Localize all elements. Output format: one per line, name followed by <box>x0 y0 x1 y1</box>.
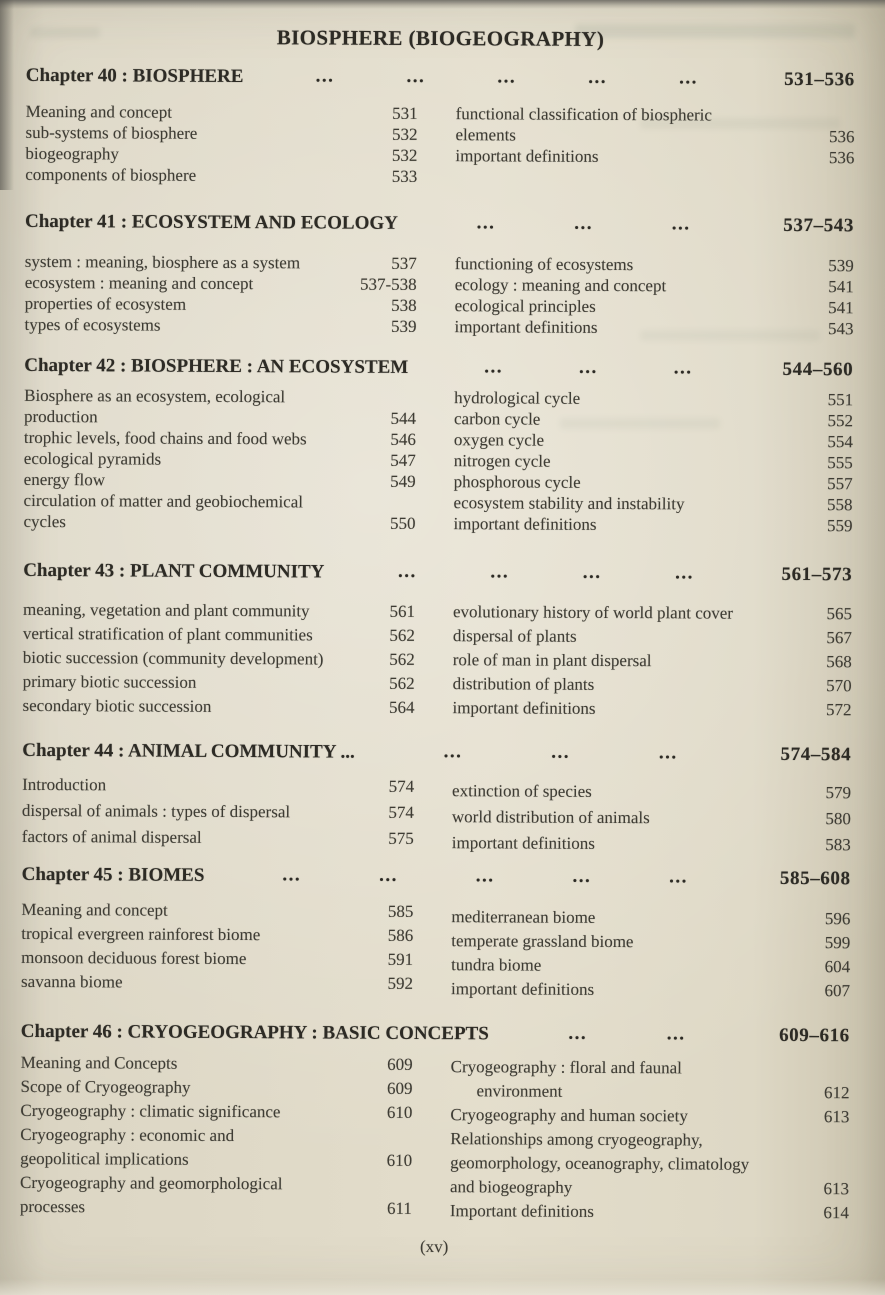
entry-page-number: 537-538 <box>360 274 417 294</box>
toc-entry <box>451 905 850 931</box>
entry-title: evolutionary history of world plant cover <box>452 602 734 623</box>
entry-page-number: 583 <box>825 835 851 855</box>
toc-entry <box>20 1123 412 1149</box>
toc-entry <box>454 429 853 452</box>
chapter-entries <box>24 251 853 339</box>
toc-entry <box>21 898 413 924</box>
toc-entry <box>455 253 854 276</box>
entry-title: properties of ecosystem <box>24 293 187 314</box>
toc-entry <box>20 1075 412 1101</box>
entry-title: ecosystem : meaning and concept <box>24 272 254 294</box>
toc-entry <box>454 387 853 410</box>
entry-page-number: 561 <box>389 601 416 621</box>
toc-entry <box>23 598 415 624</box>
entry-title: biogeography <box>25 143 119 164</box>
toc-entry <box>22 772 414 800</box>
leader-dot-group: ... <box>443 741 463 763</box>
leader-dots <box>355 742 767 766</box>
toc-entry <box>20 1147 412 1173</box>
entries-column-left <box>23 385 416 534</box>
entry-page-number: 596 <box>824 909 851 929</box>
entry-page-number: 557 <box>827 474 853 494</box>
entry-page-number: 579 <box>825 783 852 803</box>
chapter-entries <box>22 772 851 858</box>
leader-dot-group: ... <box>658 742 678 764</box>
toc-entry <box>21 1051 413 1077</box>
entry-title: Cryogeography : climatic significance <box>20 1100 281 1122</box>
toc-entry <box>451 977 850 1003</box>
toc-entry <box>24 385 416 408</box>
entry-title: Biosphere as an ecosystem, ecological <box>24 385 286 407</box>
leader-dot-group: ... <box>671 213 691 235</box>
leader-dot-group: ... <box>490 561 510 583</box>
toc-entry <box>452 830 851 858</box>
entry-title: meaning, vegetation and plant community <box>22 599 310 621</box>
chapter-heading: Chapter 45 : BIOMES <box>21 863 205 886</box>
toc-entry <box>25 143 417 166</box>
entries-column-left <box>25 101 417 187</box>
chapter-page-range: 561–573 <box>781 563 853 586</box>
toc-entry <box>453 513 852 536</box>
leader-dot-group: ... <box>666 1023 686 1045</box>
entry-title: vertical stratification of plant communities <box>22 623 313 645</box>
chapter-block <box>23 355 853 536</box>
leader-dot-group: ... <box>315 65 335 87</box>
entry-title: factors of animal dispersal <box>21 826 202 847</box>
toc-entry <box>454 492 853 515</box>
toc-entry <box>453 600 852 626</box>
entry-title: ecosystem stability and instability <box>453 493 685 514</box>
entry-title: and biogeography <box>449 1177 573 1197</box>
entry-page-number: 555 <box>827 453 853 473</box>
entry-title: monsoon deciduous forest biome <box>21 947 247 969</box>
entry-page-number: 541 <box>828 298 854 318</box>
entry-title: nitrogen cycle <box>453 451 551 471</box>
toc-entry <box>451 929 850 955</box>
toc-entry <box>21 970 413 996</box>
toc-entry <box>455 274 854 297</box>
entry-title: Important definitions <box>449 1201 594 1221</box>
toc-entry <box>21 922 413 948</box>
entry-title: carbon cycle <box>453 409 541 429</box>
chapter-heading-row <box>24 355 853 381</box>
leader-dots <box>324 561 767 585</box>
entry-page-number: 570 <box>826 676 852 696</box>
leader-dot-group: ... <box>669 866 689 888</box>
toc-entry <box>25 164 417 187</box>
leader-dot-group: ... <box>379 864 398 886</box>
entries-column-right <box>452 600 852 722</box>
entry-page-number: 551 <box>827 390 854 410</box>
toc-entry <box>20 1171 412 1197</box>
entry-page-number: 538 <box>391 295 417 315</box>
page-title: BIOSPHERE (BIOGEOGRAPHY) <box>276 25 605 51</box>
leader-dot-group: ... <box>475 865 495 887</box>
entry-page-number: 562 <box>389 673 415 693</box>
toc-entry <box>453 672 852 698</box>
toc-entry <box>451 1055 850 1081</box>
toc-entry <box>26 101 418 124</box>
toc-entry <box>25 272 417 295</box>
entry-title: ecological pyramids <box>23 448 162 469</box>
leader-dots <box>398 213 770 237</box>
entry-page-number: 613 <box>823 1179 850 1199</box>
chapter-heading-row <box>22 740 851 766</box>
leader-dot-group: ... <box>397 560 417 582</box>
toc-entry <box>454 316 853 339</box>
entry-page-number: 592 <box>387 973 414 993</box>
toc-entry <box>454 471 853 494</box>
leader-dots <box>489 1023 765 1046</box>
entry-page-number: 539 <box>828 256 854 276</box>
entry-page-number: 537 <box>391 253 417 273</box>
chapter-heading-row <box>21 1021 850 1047</box>
leader-dot-group: ... <box>551 741 571 763</box>
toc-entry <box>25 122 417 145</box>
chapter-block <box>25 65 855 189</box>
entry-page-number: 575 <box>388 828 414 848</box>
chapter-heading: Chapter 46 : CRYOGEOGRAPHY : BASIC CONCEPTS <box>20 1020 489 1045</box>
toc-entry <box>450 1079 849 1105</box>
entry-page-number: 572 <box>825 700 852 720</box>
chapter-block <box>20 1021 850 1225</box>
entry-title: tundra biome <box>451 955 542 975</box>
entry-title: elements <box>455 125 516 145</box>
entries-column-right <box>452 774 851 858</box>
entry-title: important definitions <box>450 979 595 999</box>
entry-title: world distribution of animals <box>451 807 650 828</box>
entry-page-number: 549 <box>390 471 416 491</box>
entry-page-number: 611 <box>386 1198 412 1218</box>
toc-entry <box>455 124 854 147</box>
chapter-entries <box>25 101 854 189</box>
entry-page-number: 610 <box>386 1102 413 1122</box>
chapters <box>20 65 855 1225</box>
entry-page-number: 574 <box>388 802 415 822</box>
toc-entry <box>22 694 414 720</box>
entry-page-number: 610 <box>386 1150 413 1170</box>
entry-page-number: 559 <box>826 516 853 536</box>
leader-dot-group: ... <box>406 65 426 88</box>
entry-title: Cryogeography and human society <box>450 1105 688 1126</box>
entry-title: important definitions <box>451 833 595 853</box>
toc-entry <box>455 145 854 168</box>
entry-title: phosphorous cycle <box>453 472 581 492</box>
entry-title: Scope of Cryogeography <box>20 1076 191 1097</box>
entry-title: distribution of plants <box>452 674 595 694</box>
entry-page-number: 565 <box>826 604 853 624</box>
toc-entry <box>20 1099 412 1125</box>
entry-title: tropical evergreen rainforest biome <box>21 923 261 945</box>
entry-page-number: 539 <box>390 316 417 336</box>
toc-entry <box>450 1103 849 1129</box>
entry-title: trophic levels, food chains and food webs <box>23 427 307 449</box>
entry-title: ecological principles <box>454 296 596 316</box>
entries-column-right <box>450 1053 850 1225</box>
entry-title: components of biosphere <box>25 164 197 185</box>
leader-dot-group: ... <box>578 356 598 378</box>
entry-title: geopolitical implications <box>20 1148 189 1169</box>
entry-title: Cryogeography : floral and faunal <box>450 1057 682 1078</box>
entries-column-right <box>453 387 853 536</box>
entry-page-number: 536 <box>828 148 855 168</box>
entry-page-number: 533 <box>391 166 418 186</box>
entry-title: oxygen cycle <box>453 430 545 450</box>
chapter-entries <box>20 1051 850 1225</box>
toc-entry <box>21 946 413 972</box>
chapter-page-range: 537–543 <box>783 214 855 237</box>
leader-dots <box>204 865 766 890</box>
entry-page-number: 574 <box>388 776 415 796</box>
entry-page-number: 552 <box>827 411 854 431</box>
entry-title: important definitions <box>452 698 596 718</box>
chapter-heading-row <box>25 211 854 237</box>
toc-entry <box>24 427 416 450</box>
entry-title: Meaning and concept <box>25 101 173 122</box>
chapter-heading-row <box>22 864 851 890</box>
entry-title: types of ecosystems <box>24 314 161 335</box>
entries-column-left <box>20 1051 413 1223</box>
chapter-page-range: 609–616 <box>779 1024 850 1047</box>
entry-title: Introduction <box>22 774 107 795</box>
entry-title: secondary biotic succession <box>22 695 212 716</box>
entries-column-right <box>451 900 851 1003</box>
entry-title: biotic succession (community development) <box>22 647 324 669</box>
chapter-heading-row <box>23 560 852 586</box>
entry-title: hydrological cycle <box>454 388 581 408</box>
leader-dot-group: ... <box>484 356 504 378</box>
chapter-block <box>24 211 854 339</box>
entry-title: environment <box>476 1081 563 1101</box>
scan-bottom-fade <box>0 1279 885 1295</box>
toc-entry <box>23 670 415 696</box>
chapter-entries <box>22 598 852 722</box>
toc-entry <box>24 448 416 471</box>
entries-column-left <box>24 251 416 337</box>
entry-title: energy flow <box>23 469 106 490</box>
chapter-block <box>22 560 852 722</box>
toc-entry <box>450 1127 849 1153</box>
toc-entry <box>23 622 415 648</box>
toc-entry <box>24 406 416 429</box>
entry-title: cycles <box>23 511 67 532</box>
entry-page-number: 546 <box>390 429 416 449</box>
entry-title: dispersal of plants <box>452 626 577 646</box>
entry-page-number: 547 <box>390 450 416 470</box>
chapter-page-range: 585–608 <box>779 867 851 890</box>
entry-page-number: 599 <box>824 933 851 953</box>
entry-title: important definitions <box>455 146 599 166</box>
toc-entry <box>452 804 851 832</box>
entry-title: system : meaning, biosphere as a system <box>24 251 301 273</box>
entries-column-right <box>455 103 854 189</box>
chapter-heading-row <box>26 65 855 91</box>
entry-page-number: 543 <box>827 319 854 339</box>
toc-entry <box>453 624 852 650</box>
chapter-page-range: 531–536 <box>784 68 855 91</box>
entry-title: important definitions <box>454 317 598 337</box>
entry-page-number: 532 <box>391 124 418 144</box>
toc-entry <box>451 953 850 979</box>
entry-title: Meaning and concept <box>21 899 168 920</box>
entry-page-number: 609 <box>387 1054 413 1074</box>
entry-page-number: 558 <box>827 495 853 515</box>
toc-entry <box>24 469 416 492</box>
leader-dot-group: ... <box>572 865 592 887</box>
toc-entry <box>450 1151 849 1177</box>
entry-page-number: 550 <box>389 513 416 533</box>
entry-page-number: 580 <box>825 809 851 829</box>
toc-entry <box>23 511 415 534</box>
leader-dot-group: ... <box>282 864 302 886</box>
entry-title: functioning of ecosystems <box>454 254 634 275</box>
entry-title: functional classification of biospheric <box>455 104 713 125</box>
chapter-page-range: 544–560 <box>782 358 854 381</box>
leader-dot-group: ... <box>588 66 608 88</box>
chapter-page-range: 574–584 <box>780 743 852 766</box>
entry-page-number: 554 <box>827 432 853 452</box>
entry-title: savanna biome <box>21 971 123 992</box>
leader-dots <box>243 66 770 91</box>
leader-dots <box>408 357 768 381</box>
toc-entry <box>450 1175 849 1201</box>
toc-entry <box>454 408 853 431</box>
toc-entry <box>452 696 851 722</box>
leader-dot-group: ... <box>497 66 517 88</box>
entry-title: geomorphology, oceanography, climatology <box>450 1153 750 1174</box>
entry-title: processes <box>19 1196 86 1217</box>
toc-entry <box>453 648 852 674</box>
chapter-block <box>21 864 851 1003</box>
toc-entry <box>25 251 417 274</box>
entry-title: sub-systems of biosphere <box>25 122 198 143</box>
chapter-entries <box>23 385 853 536</box>
chapter-heading: Chapter 40 : BIOSPHERE <box>25 64 244 88</box>
entry-page-number: 541 <box>828 277 854 297</box>
toc-entry <box>454 450 853 473</box>
entry-title: ecology : meaning and concept <box>454 275 667 296</box>
entry-title: mediterranean biome <box>451 907 596 927</box>
toc-entry <box>455 295 854 318</box>
entry-page-number: 562 <box>389 625 415 645</box>
entry-page-number: 562 <box>389 649 415 669</box>
entries-column-left <box>21 898 414 1001</box>
toc-entry <box>20 1195 412 1221</box>
chapter-block <box>22 740 852 858</box>
chapter-heading: Chapter 44 : ANIMAL COMMUNITY ... <box>22 739 355 763</box>
toc-entry <box>450 1199 849 1225</box>
scan-corner-shadow <box>0 0 14 190</box>
entry-title: Cryogeography : economic and <box>20 1124 235 1146</box>
entries-column-left <box>22 772 414 856</box>
leader-dot-group: ... <box>582 561 602 583</box>
toc-entry <box>25 293 417 316</box>
toc-entry <box>452 778 851 806</box>
entry-title: Meaning and Concepts <box>20 1052 178 1073</box>
entry-title: production <box>23 406 98 427</box>
leader-dot-group: ... <box>476 212 496 234</box>
entry-title: temperate grassland biome <box>451 931 634 952</box>
entry-page-number: 604 <box>824 957 851 977</box>
entry-page-number: 531 <box>392 103 418 123</box>
leader-dot-group: ... <box>675 562 694 584</box>
toc-entry <box>23 646 415 672</box>
entry-title: extinction of species <box>452 781 592 801</box>
entry-page-number: 586 <box>387 925 414 945</box>
entry-title: circulation of matter and geobiochemical <box>23 490 304 512</box>
entry-page-number: 567 <box>826 628 852 648</box>
entries-column-left <box>22 598 415 720</box>
entry-page-number: 568 <box>826 652 852 672</box>
entry-page-number: 564 <box>388 697 415 717</box>
entry-page-number: 585 <box>387 901 414 921</box>
toc-entry <box>24 490 416 513</box>
entry-title: important definitions <box>453 514 597 534</box>
entry-page-number: 532 <box>391 145 418 165</box>
entry-title: Relationships among cryogeography, <box>450 1129 703 1150</box>
entry-page-number: 612 <box>823 1083 850 1103</box>
chapter-entries <box>21 898 851 1003</box>
leader-dot-group: ... <box>568 1022 588 1044</box>
entry-page-number: 536 <box>828 127 855 147</box>
entry-page-number: 609 <box>386 1078 413 1098</box>
toc-entry <box>456 103 855 126</box>
entry-title: primary biotic succession <box>22 671 197 692</box>
leader-dot-group: ... <box>673 357 693 379</box>
entries-column-right <box>454 253 853 339</box>
entry-title: Cryogeography and geomorphological <box>19 1172 283 1194</box>
entry-page-number: 613 <box>823 1107 850 1127</box>
entry-page-number: 607 <box>824 981 851 1001</box>
leader-dot-group: ... <box>574 212 594 234</box>
toc-entry <box>22 824 414 852</box>
entry-title: role of man in plant dispersal <box>452 650 652 671</box>
entry-title: dispersal of animals : types of dispersal <box>21 800 291 822</box>
chapter-heading: Chapter 41 : ECOSYSTEM AND ECOLOGY <box>24 210 398 234</box>
entry-page-number: 591 <box>387 949 414 969</box>
leader-dot-group: ... <box>679 67 698 89</box>
page-number-footer: (xv) <box>419 1237 449 1257</box>
toc-entry <box>24 314 416 337</box>
entry-page-number: 614 <box>823 1203 849 1223</box>
chapter-heading: Chapter 42 : BIOSPHERE : AN ECOSYSTEM <box>24 354 409 378</box>
chapter-heading: Chapter 43 : PLANT COMMUNITY <box>23 559 325 583</box>
entry-page-number: 544 <box>390 408 417 428</box>
toc-entry <box>22 798 414 826</box>
